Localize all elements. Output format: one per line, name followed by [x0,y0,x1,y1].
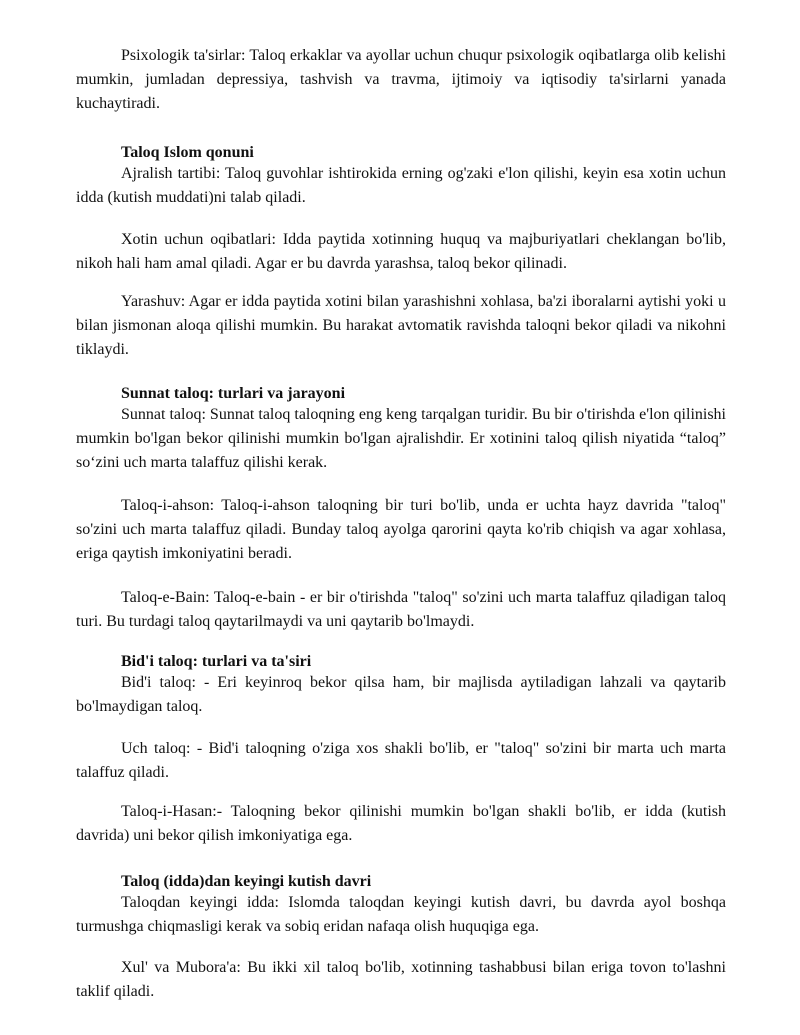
paragraph-psychological-effects: Psixologik ta'sirlar: Taloq erkaklar va ayollar uchun chuqur psixologik oqibatlarga olib kelishi mumkin, jumladan depressiya, tashvish va travma, ijtimoiy va iqtisodiy ta'sirlarni yanada kuchaytiradi. [76,47,726,112]
paragraph-reconciliation: Yarashuv: Agar er idda paytida xotini bilan yarashishni xohlasa, ba'zi iboralarni aytishi yoki u bilan jismonan aloqa qilishi mumkin. Bu harakat avtomatik ravishda taloqni bekor qiladi va nikohni tiklaydi. [76,293,726,358]
paragraph-consequences-for-wife: Xotin uchun oqibatlari: Idda paytida xotinning huquq va majburiyatlari cheklangan bo'lib, nikoh hali ham amal qiladi. Agar er bu davrda yarashsa, taloq bekor qilinadi. [76,231,726,272]
paragraph-taloq-e-bain: Taloq-e-Bain: Taloq-e-bain - er bir o'tirishda "taloq" so'zini uch marta talaffuz qiladigan taloq turi. Bu turdagi taloq qaytarilmaydi va uni qaytarib bo'lmaydi. [76,589,726,630]
paragraph-separation-procedure: Ajralish tartibi: Taloq guvohlar ishtirokida erning og'zaki e'lon qilishi, keyin esa xotin uchun idda (kutish muddati)ni talab qiladi. [76,165,726,206]
heading-islamic-law: Taloq Islom qonuni [121,144,254,161]
paragraph-idda-after-talaq: Taloqdan keyingi idda: Islomda taloqdan keyingi kutish davri, bu davrda ayol boshqa turmushga chiqmasligi kerak va sobiq eridan nafaqa olish huquqiga ega. [76,894,726,935]
heading-idda-waiting-period: Taloq (idda)dan keyingi kutish davri [121,873,372,890]
paragraph-sunnat-talaq: Sunnat taloq: Sunnat taloq taloqning eng keng tarqalgan turidir. Bu bir o'tirishda e'lon qilinishi mumkin bo'lgan bekor qilinishi mumkin bo'lgan ajralishdir. Er xotinini taloq qilish niyatida “taloq” so‘zini uch marta talaffuz qilishi kerak. [76,406,726,471]
heading-bidi-talaq: Bid'i taloq: turlari va ta'siri [121,653,312,670]
paragraph-taloq-i-ahson: Taloq-i-ahson: Taloq-i-ahson taloqning bir turi bo'lib, unda er uchta hayz davrida "taloq" so'zini uch marta talaffuz qiladi. Bunday taloq ayolga qarorini qayta ko'rib chiqish va agar xohlasa, eriga qaytish imkoniyatini beradi. [76,497,726,562]
paragraph-taloq-i-hasan: Taloq-i-Hasan:- Taloqning bekor qilinishi mumkin bo'lgan shakli bo'lib, er idda (kutish davrida) uni bekor qilish imkoniyatiga ega. [76,803,726,844]
paragraph-bidi-talaq: Bid'i taloq: - Eri keyinroq bekor qilsa ham, bir majlisda aytiladigan lahzali va qaytarib bo'lmaydigan taloq. [76,674,726,715]
paragraph-uch-talaq: Uch taloq: - Bid'i taloqning o'ziga xos shakli bo'lib, er "taloq" so'zini bir marta uch marta talaffuz qiladi. [76,740,726,781]
paragraph-khul-and-mubaraa: Xul' va Mubora'a: Bu ikki xil taloq bo'lib, xotinning tashabbusi bilan eriga tovon to'lashni taklif qiladi. [76,959,726,1000]
heading-sunnat-talaq: Sunnat taloq: turlari va jarayoni [121,385,346,402]
